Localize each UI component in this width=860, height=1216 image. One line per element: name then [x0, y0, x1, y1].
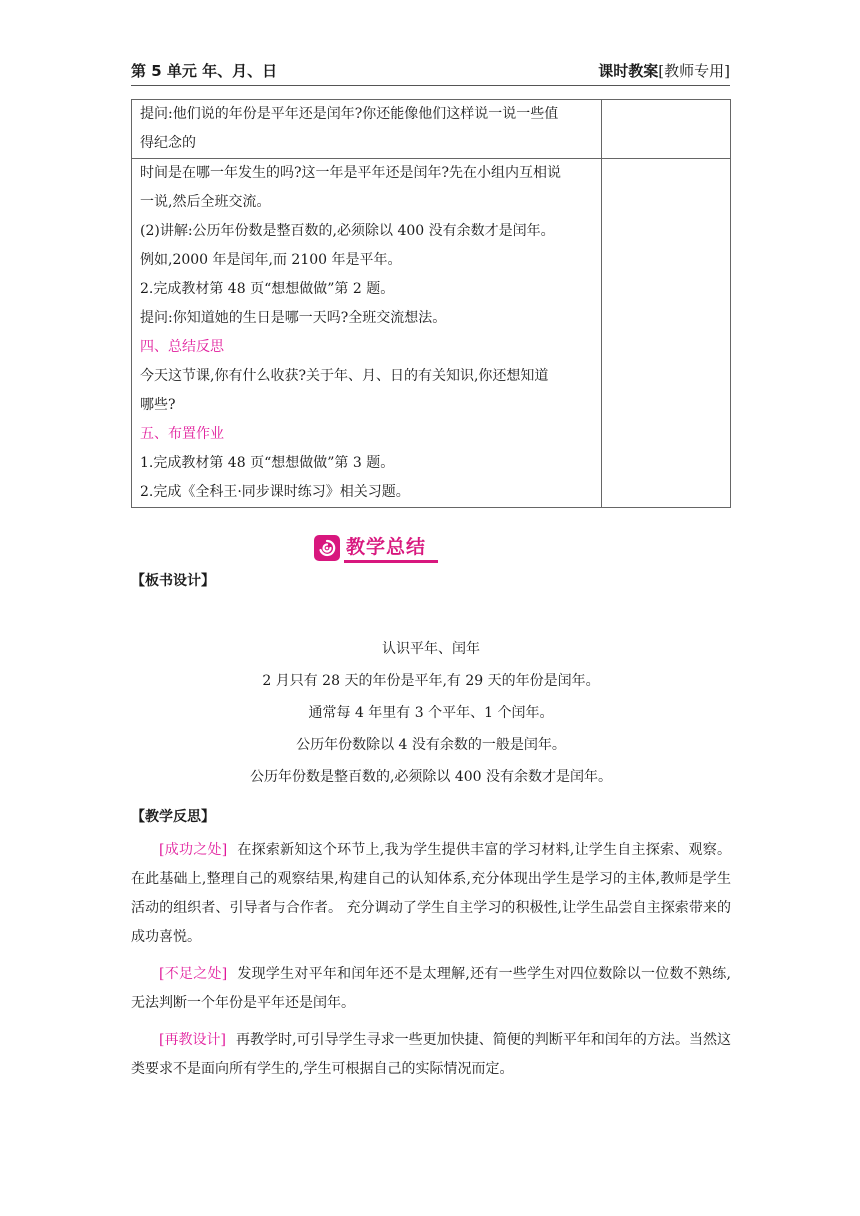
page-header-unit: 第 5 单元 年、月、日	[131, 62, 278, 80]
board-line: 公历年份数是整百数的,必须除以 400 没有余数才是闰年。	[249, 769, 613, 785]
text-line: 得纪念的	[140, 135, 196, 151]
reflection-tag: [不足之处]	[159, 966, 228, 982]
board-line: 认识平年、闰年	[382, 641, 480, 657]
text-line: 哪些?	[140, 397, 176, 413]
reflection-paragraph	[131, 960, 731, 1018]
reflection-tag: [再教设计]	[159, 1032, 226, 1048]
banner-title: 教学总结	[344, 532, 438, 563]
table-cell-notes	[602, 159, 731, 508]
board-line: 2 月只有 28 天的年份是平年,有 29 天的年份是闰年。	[262, 673, 600, 689]
table-cell-content	[132, 159, 602, 508]
reflection-paragraph	[131, 836, 731, 952]
reflection-text: 在探索新知这个环节上,我为学生提供丰富的学习材料,让学生自主探索、观察。在此基础上,整理自己的观察结果,构建自己的认知体系,充分体现出学生是学习的主体,教师是学生活动的组织者、引导者与合作者。 充分调动了学生自主学习的积极性,让学生品尝自主探索带来的成功喜悦。	[131, 842, 731, 945]
header-title-main: 课时教案	[598, 62, 659, 80]
text-line: 一说,然后全班交流。	[140, 194, 271, 210]
page-header-title	[598, 60, 730, 81]
teaching-summary-banner	[314, 532, 438, 563]
text-line: 今天这节课,你有什么收获?关于年、月、日的有关知识,你还想知道	[140, 368, 549, 384]
header-divider	[131, 85, 730, 86]
board-design-heading: 【板书设计】	[131, 573, 215, 589]
spiral-logo-icon	[314, 535, 340, 561]
reflection-content	[131, 836, 731, 1092]
board-line: 公历年份数除以 4 没有余数的一般是闰年。	[296, 737, 566, 753]
reflection-text: 发现学生对平年和闰年还不是太理解,还有一些学生对四位数除以一位数不熟练,无法判断一个年份是平年还是闰年。	[131, 966, 731, 1011]
table-cell-notes	[602, 100, 731, 159]
table-cell-content	[132, 100, 602, 159]
board-line: 通常每 4 年里有 3 个平年、1 个闰年。	[308, 705, 554, 721]
table-row	[132, 100, 731, 159]
text-line: (2)讲解:公历年份数是整百数的,必须除以 400 没有余数才是闰年。	[140, 223, 555, 239]
reflection-tag: [成功之处]	[159, 842, 228, 858]
text-line: 例如,2000 年是闰年,而 2100 年是平年。	[140, 252, 402, 268]
reflection-paragraph	[131, 1026, 731, 1084]
table-row	[132, 159, 731, 508]
text-line: 1.完成教材第 48 页“想想做做”第 3 题。	[140, 455, 395, 471]
text-line: 2.完成《全科王·同步课时练习》相关习题。	[140, 484, 410, 500]
section-heading-homework: 五、布置作业	[140, 426, 224, 442]
text-line: 提问:他们说的年份是平年还是闰年?你还能像他们这样说一说一些值	[140, 106, 559, 122]
board-design-content	[131, 633, 731, 793]
reflection-text: 再教学时,可引导学生寻求一些更加快捷、简便的判断平年和闰年的方法。当然这类要求不是面向所有学生的,学生可根据自己的实际情况而定。	[131, 1032, 731, 1077]
text-line: 提问:你知道她的生日是哪一天吗?全班交流想法。	[140, 310, 447, 326]
reflection-heading: 【教学反思】	[131, 809, 215, 825]
text-line: 2.完成教材第 48 页“想想做做”第 2 题。	[140, 281, 395, 297]
section-heading-summary: 四、总结反思	[140, 339, 224, 355]
text-line: 时间是在哪一年发生的吗?这一年是平年还是闰年?先在小组内互相说	[140, 165, 562, 181]
header-title-sub: [教师专用]	[658, 62, 730, 80]
lesson-table	[131, 99, 731, 508]
